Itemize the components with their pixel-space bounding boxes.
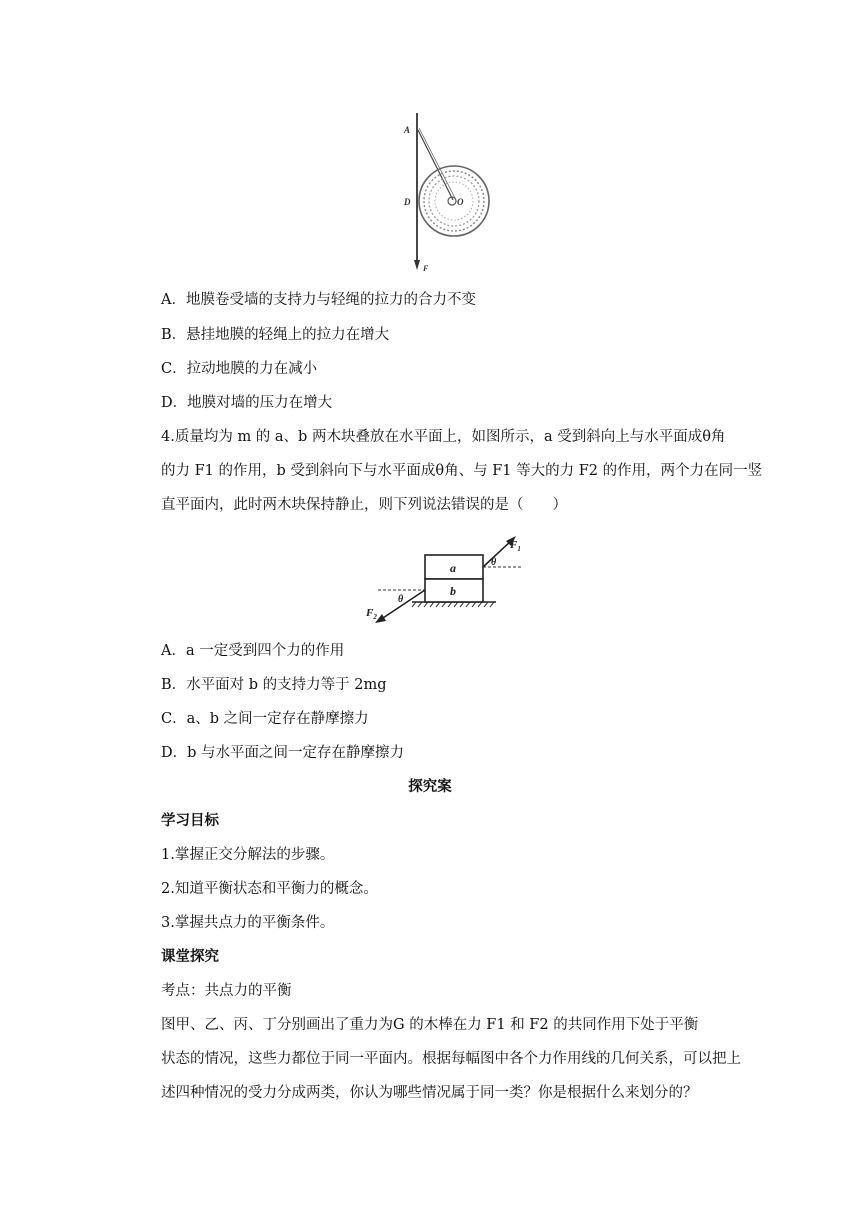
q4-option-b: B．水平面对 b 的支持力等于 2mg — [161, 677, 387, 693]
roll-ring-1 — [424, 171, 484, 231]
label-a: A — [404, 125, 411, 135]
figure-wall-roll — [395, 110, 505, 280]
rope-line — [418, 130, 453, 200]
goal-item-1: 1.掌握正交分解法的步骤。 — [161, 847, 335, 863]
roll-ring-3 — [435, 182, 473, 220]
q4-option-d: D．b 与水平面之间一定存在静摩擦力 — [161, 745, 405, 761]
explore-heading: 课堂探究 — [161, 949, 219, 965]
goal-item-3: 3.掌握共点力的平衡条件。 — [161, 915, 335, 931]
q3-option-b: B．悬挂地膜的轻绳上的拉力在增大 — [161, 327, 390, 343]
label-block-b: b — [450, 584, 456, 598]
label-f2: $F_2$ — [366, 607, 377, 621]
q4-stem-line-2: 的力 F1 的作用，b 受到斜向下与水平面成θ角、与 F1 等大的力 F2 的作用，两个力在同一竖 — [161, 463, 763, 479]
label-theta-2: θ — [398, 594, 404, 605]
goals-heading: 学习目标 — [161, 813, 219, 829]
rope-line-2 — [419, 128, 455, 198]
force-arrowhead — [414, 260, 420, 270]
label-theta-1: θ — [491, 557, 497, 568]
label-block-a: a — [450, 561, 456, 575]
q3-option-d: D．地膜对墙的压力在增大 — [161, 395, 333, 411]
q4-option-c: C．a、b 之间一定存在静摩擦力 — [161, 711, 369, 727]
paragraph-line-2: 状态的情况，这些力都位于同一平面内。根据每幅图中各个力作用线的几何关系，可以把上 — [161, 1051, 741, 1067]
q4-stem-line-3: 直平面内，此时两木块保持静止，则下列说法错误的是（ ） — [161, 497, 567, 513]
goal-item-2: 2.知道平衡状态和平衡力的概念。 — [161, 881, 378, 897]
roll-ring-2 — [429, 176, 479, 226]
figure-stacked-blocks — [360, 530, 530, 630]
topic-line: 考点：共点力的平衡 — [161, 983, 292, 999]
label-o: O — [457, 197, 464, 207]
paragraph-line-1: 图甲、乙、丙、丁分别画出了重力为G 的木棒在力 F1 和 F2 的共同作用下处于平衡 — [161, 1017, 699, 1033]
force-f1-line — [483, 540, 512, 567]
q4-option-a: A．a 一定受到四个力的作用 — [161, 643, 345, 659]
q3-option-c: C．拉动地膜的力在减小 — [161, 361, 318, 377]
q3-option-a: A．地膜卷受墙的支持力与轻绳的拉力的合力不变 — [161, 292, 476, 308]
section-title: 探究案 — [408, 779, 452, 795]
paragraph-line-3: 述四种情况的受力分成两类，你认为哪些情况属于同一类？你是根据什么来划分的？ — [161, 1085, 698, 1101]
label-d: D — [404, 197, 411, 207]
label-f: F — [423, 264, 429, 273]
label-f1: $F_1$ — [510, 539, 521, 553]
q4-stem-line-1: 4.质量均为 m 的 a、b 两木块叠放在水平面上，如图所示，a 受到斜向上与水平面成θ角 — [161, 429, 726, 445]
